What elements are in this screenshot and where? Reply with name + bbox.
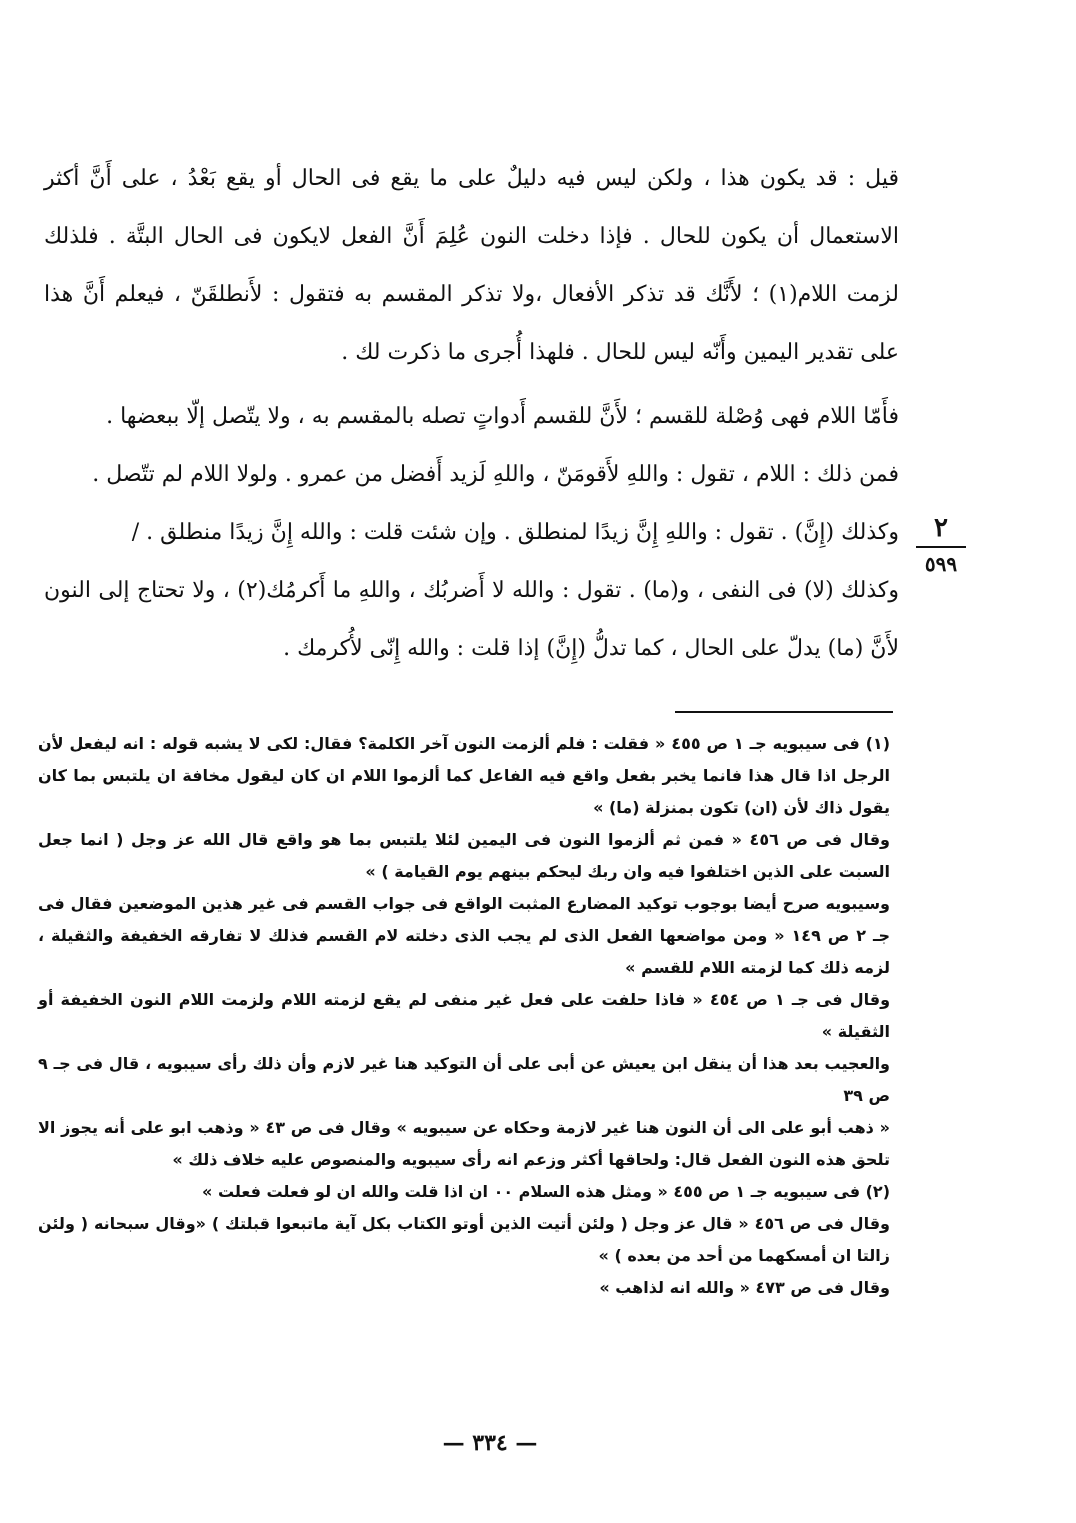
main-paragraph-2: فأَمّا اللام فهى وُصْلة للقسم ؛ لأَنَّ للقسم أَدواتٍ تصله بالمقسم به ، ولا يتّصل إلّا ببعضها .	[106, 404, 899, 429]
main-paragraph-1: قيل : قد يكون هذا ، ولكن ليس فيه دليلٌ على ما يقع فى الحال أو يقع بَعْدُ ، على أَنَّ أكثر الاستعمال أن يكون للحال . فإذا دخلت النون عُلِمَ أَنَّ الفعل لايكون فى الحال البتَّة . فلذلك لزمت اللام(١) ؛ لأَنَّك قد تذكر الأفعال ،ولا تذكر المقسم به فتقول : لأَنطلقَنّ ، فيعلم أَنَّ هذا على تقدير اليمين وأَنّه ليس للحال . فلهذا أُجرى ما ذكرت لك .	[44, 166, 899, 365]
margin-reference	[916, 512, 966, 578]
main-paragraph-4: وكذلك (إِنَّ) . تقول : واللهِ إِنَّ زيدًا لمنطلق . وإن شئت قلت : والله إِنَّ زيدًا منطلق . /	[131, 520, 899, 545]
main-paragraph-3: فمن ذلك : اللام ، تقول : واللهِ لأَقومَنّ ، واللهِ لَزيد أَفضل من عمرو . ولولا اللام لم تتّصل .	[92, 462, 899, 487]
footnote-1-cont-e: « ذهب أبو على الى أن النون هنا غير لازمة وحكاه عن سيبويه » وقال فى ص ٤٣ « وذهب ابو على أنه يجوز الا تلحق هذه النون الفعل قال: ولحاقها أكثر وزعم انه رأى سيبويه والمنصوص عليه خلاف ذلك »	[38, 1118, 890, 1169]
margin-number: ٢	[934, 513, 948, 543]
footnote-1: (١) فى سيبويه جـ ١ ص ٤٥٥ « فقلت : فلم ألزمت النون آخر الكلمة؟ فقال: لكى لا يشبه قوله : انه ليفعل لأن الرجل اذا قال هذا فانما يخبر بفعل واقع فيه الفاعل كما ألزموا اللام ان كان ليقول مخافة ان يلتبس بما كان يقول ذاك لأن (ان) تكون بمنزلة (ما) »	[38, 734, 890, 817]
footnote-2-cont-b: وقال فى ص ٤٧٣ « والله انه لذاهب »	[599, 1278, 890, 1297]
footnote-1-cont-c: وقال فى جـ ١ ص ٤٥٤ « فاذا حلفت على فعل غير منفى لم يقع لزمته اللام ولزمت اللام النون الخفيفة أو الثقيلة »	[38, 990, 891, 1041]
footnotes	[38, 728, 890, 1304]
margin-rule	[916, 546, 966, 548]
margin-page-reference: ٥٩٩	[924, 552, 958, 576]
footnote-1-cont-b: وسيبويه صرح أيضا بوجوب توكيد المضارع المثبت الواقع فى جواب القسم فى غير هذين الموضعين فقال فى جـ ٢ ص ١٤٩ « ومن مواضعها الفعل الذى لم يجب الذى دخلته لام القسم فذلك لا تفارقه الخفيفة والثقيلة ، لزمه ذلك كما لزمته اللام للقسم »	[38, 894, 890, 977]
footnote-1-cont-d: والعجيب بعد هذا أن ينقل ابن يعيش عن أبى على أن التوكيد هنا غير لازم وأن ذلك رأى سيبويه ، قال فى جـ ٩ ص ٣٩	[38, 1054, 890, 1105]
footnote-2-cont-a: وقال فى ص ٤٥٦ « قال عز وجل ( ولئن أتيت الذين أوتو الكتاب بكل آية ماتبعوا قبلتك ) «وقال سبحانه ( ولئن زالتا ان أمسكهما من أحد من بعده ) »	[38, 1214, 890, 1265]
footnote-1-cont-a: وقال فى ص ٤٥٦ « فمن ثم ألزموا النون فى اليمين لئلا يلتبس بما هو واقع قال الله عز وجل ( انما جعل السبت على الذين اختلفوا فيه وان ربك ليحكم بينهم يوم القيامة ) »	[38, 830, 890, 881]
main-text	[44, 150, 899, 678]
page-number: — ٣٣٤ —	[442, 1430, 538, 1456]
main-paragraph-5: وكذلك (لا) فى النفى ، و(ما) . تقول : والله لا أَضربُك ، واللهِ ما أَكرمُك(٢) ، ولا تحتاج إلى النون لأَنَّ (ما) يدلّ على الحال ، كما تدلُّ (إِنَّ) إذا قلت : والله إِنّى لأُكرمك .	[44, 578, 899, 661]
footnote-2: (٢) فى سيبويه جـ ١ ص ٤٥٥ « ومثل هذه السلام ٠٠ ان اذا قلت والله ان لو فعلت فعلت »	[202, 1182, 890, 1201]
footnote-separator	[675, 711, 893, 713]
